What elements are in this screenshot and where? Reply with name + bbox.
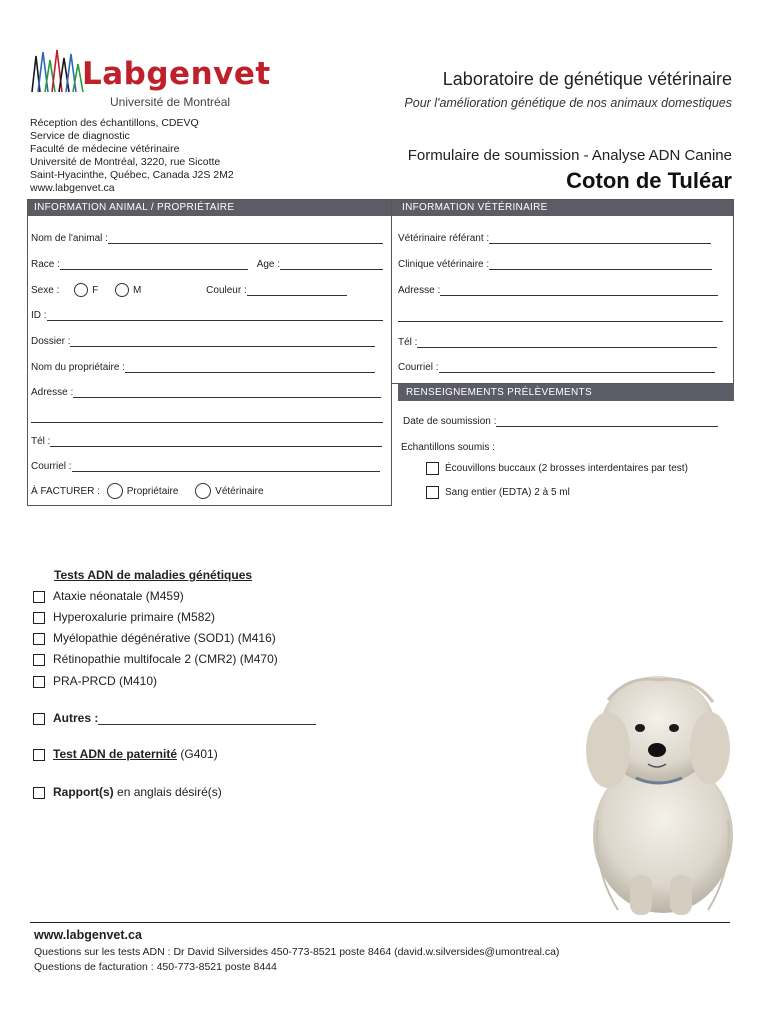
samples-submitted-label: Échantillons soumis :	[401, 442, 495, 453]
file-label: Dossier :	[31, 336, 71, 347]
test-label: Rétinopathie multifocale 2 (CMR2) (M470)	[53, 652, 278, 666]
swab-label: Écouvillons buccaux (2 brosses interdentaires par test)	[445, 463, 688, 475]
clinic-field[interactable]	[398, 259, 728, 270]
vet-email-field[interactable]	[398, 362, 728, 373]
form-title: Formulaire de soumission - Analyse ADN Canine	[407, 147, 732, 164]
id-field[interactable]	[31, 310, 389, 321]
test-item[interactable]	[33, 589, 184, 603]
owner-address-label: Adresse :	[31, 387, 74, 398]
vet-email-label: Courriel :	[398, 362, 439, 373]
footer-website-link[interactable]: www.labgenvet.ca	[34, 928, 142, 942]
billing-label: À FACTURER :	[31, 486, 100, 497]
address-line: Université de Montréal, 3220, rue Sicotte	[30, 156, 221, 168]
vet-phone-label: Tél :	[398, 337, 418, 348]
sex-f-radio[interactable]	[74, 283, 88, 297]
sex-m-radio[interactable]	[115, 283, 129, 297]
test-label: PRA-PRCD (M410)	[53, 674, 158, 688]
labgenvet-logo	[30, 48, 271, 110]
swab-checkbox[interactable]	[426, 462, 439, 475]
file-field[interactable]	[31, 336, 389, 347]
animal-name-label: Nom de l'animal :	[31, 233, 108, 244]
swab-option	[426, 462, 736, 476]
other-tests-item[interactable]	[33, 711, 316, 725]
test-checkbox[interactable]	[33, 612, 45, 624]
test-item[interactable]	[33, 674, 157, 688]
lab-subtitle: Pour l'amélioration génétique de nos animaux domestiques	[404, 96, 732, 110]
sex-label: Sexe :	[31, 285, 60, 296]
report-item[interactable]	[33, 785, 222, 799]
coton-de-tulear-dog-image	[578, 670, 738, 920]
bill-vet-radio[interactable]	[195, 483, 211, 499]
race-age-row	[31, 259, 389, 270]
test-checkbox[interactable]	[33, 676, 45, 688]
vet-address-field[interactable]	[398, 285, 728, 296]
address-line: Service de diagnostic	[30, 130, 130, 142]
referring-vet-label: Vétérinaire référant :	[398, 233, 490, 244]
age-label: Âge :	[256, 259, 281, 270]
address-line: Faculté de médecine vétérinaire	[30, 143, 180, 155]
footer-tests-contact: Questions sur les tests ADN : Dr David Silversides 450-773-8521 poste 8464 (david.w.silversides@umontreal.ca)	[34, 946, 560, 958]
owner-email-field[interactable]	[31, 461, 389, 472]
sex-m-label: M	[133, 285, 142, 296]
lab-address	[30, 117, 234, 195]
test-item[interactable]	[33, 631, 276, 645]
genetic-tests-heading: Tests ADN de maladies génétiques	[54, 568, 253, 582]
veterinarian-header: INFORMATION VÉTÉRINAIRE	[392, 200, 733, 216]
id-label: ID :	[31, 310, 47, 321]
owner-name-field[interactable]	[31, 362, 389, 373]
report-label: en anglais désiré(s)	[117, 785, 222, 799]
owner-phone-label: Tél :	[31, 436, 51, 447]
test-item[interactable]	[33, 610, 215, 624]
race-field[interactable]	[60, 259, 248, 270]
logo-wordmark: Labgenvet	[82, 56, 271, 92]
animal-name-field[interactable]	[31, 233, 389, 244]
other-tests-checkbox[interactable]	[33, 713, 45, 725]
vet-address-line2[interactable]	[398, 311, 728, 322]
breed-title: Coton de Tuléar	[566, 168, 732, 193]
age-field[interactable]	[280, 259, 383, 270]
vet-phone-field[interactable]	[398, 337, 728, 348]
owner-name-label: Nom du propriétaire :	[31, 362, 125, 373]
sex-f-label: F	[92, 285, 99, 296]
address-line: Réception des échantillons, CDEVQ	[30, 117, 199, 129]
race-label: Race :	[31, 259, 60, 270]
vet-address-label: Adresse :	[398, 285, 441, 296]
submission-date-label: Date de soumission :	[403, 416, 497, 427]
color-field[interactable]	[247, 285, 347, 296]
logo-subtitle: Université de Montréal	[110, 95, 231, 109]
test-checkbox[interactable]	[33, 654, 45, 666]
blood-label: Sang entier (EDTA) 2 à 5 ml	[445, 487, 570, 499]
paternity-checkbox[interactable]	[33, 749, 45, 761]
blood-option	[426, 486, 726, 500]
submission-date-field[interactable]	[403, 416, 733, 427]
other-tests-label: Autres :	[53, 711, 99, 725]
clinic-label: Clinique vétérinaire :	[398, 259, 490, 270]
owner-email-label: Courriel :	[31, 461, 72, 472]
report-checkbox[interactable]	[33, 787, 45, 799]
footer-billing-contact: Questions de facturation : 450-773-8521 poste 8444	[34, 961, 277, 973]
samples-header: RENSEIGNEMENTS PRÉLÈVEMENTS	[398, 384, 734, 401]
test-checkbox[interactable]	[33, 591, 45, 603]
animal-owner-header: INFORMATION ANIMAL / PROPRIÉTAIRE	[28, 200, 391, 216]
test-label: Ataxie néonatale (M459)	[53, 589, 184, 603]
test-label: Hyperoxalurie primaire (M582)	[53, 610, 216, 624]
bill-owner-label: Propriétaire	[126, 486, 179, 497]
paternity-label: Test ADN de paternité	[53, 747, 178, 761]
report-bold-label: Rapport(s)	[53, 785, 114, 799]
footer-divider	[30, 922, 730, 923]
referring-vet-field[interactable]	[398, 233, 728, 244]
lab-title: Laboratoire de génétique vétérinaire	[442, 69, 732, 89]
footer-contacts	[34, 945, 559, 975]
dna-chromatogram-icon	[30, 48, 90, 96]
website-line: www.labgenvet.ca	[30, 182, 115, 194]
blood-checkbox[interactable]	[426, 486, 439, 499]
bill-owner-radio[interactable]	[107, 483, 123, 499]
owner-address-field[interactable]	[31, 387, 389, 398]
billing-row	[31, 481, 389, 503]
other-tests-field[interactable]	[98, 713, 316, 725]
test-checkbox[interactable]	[33, 633, 45, 645]
owner-phone-field[interactable]	[31, 436, 389, 447]
color-label: Couleur :	[206, 285, 247, 296]
bill-vet-label: Vétérinaire	[215, 486, 264, 497]
test-label: Myélopathie dégénérative (SOD1) (M416)	[53, 631, 276, 645]
owner-address-line2[interactable]	[31, 412, 389, 423]
veterinarian-section	[392, 199, 734, 384]
animal-owner-section	[27, 199, 392, 506]
paternity-code: (G401)	[180, 747, 218, 761]
paternity-item[interactable]	[33, 747, 218, 761]
sex-color-row	[31, 280, 389, 302]
address-line: Saint-Hyacinthe, Québec, Canada J2S 2M2	[30, 169, 234, 181]
test-item[interactable]	[33, 652, 278, 666]
